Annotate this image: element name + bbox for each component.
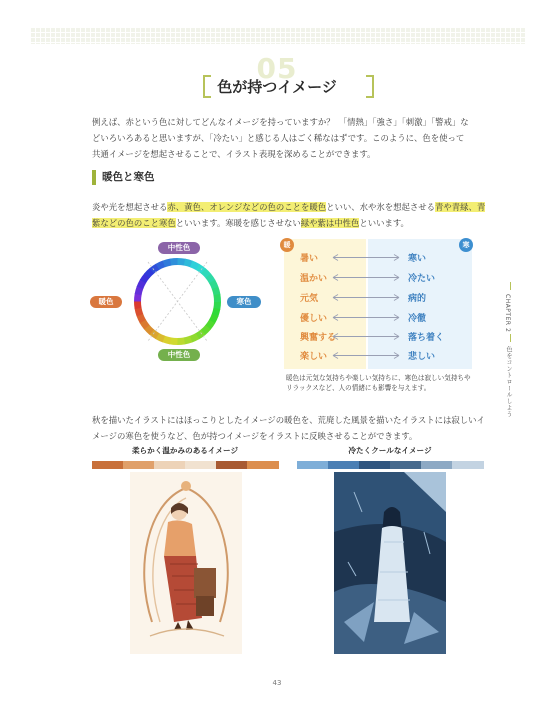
wheel-segment	[163, 339, 170, 341]
wheel-label-warm: 暖色	[90, 296, 122, 308]
wheel-segment	[217, 295, 218, 303]
double-arrow-icon	[330, 351, 402, 360]
heading-warm-cool: 暖色と寒色	[92, 170, 155, 185]
warm-illustration	[130, 472, 242, 654]
section-title: 色が持つイメージ	[217, 78, 337, 96]
wheel-segment	[215, 308, 217, 315]
cool-illustration	[334, 472, 446, 654]
wheel-segment	[212, 282, 215, 289]
autumn-paragraph	[92, 412, 488, 444]
warm-word: 楽しい	[300, 352, 328, 362]
text-run: 炎や光を想起させる	[92, 202, 168, 212]
wheel-segment	[197, 332, 203, 336]
warm-word: 興奮する	[300, 333, 337, 343]
wheel-segment	[171, 261, 179, 262]
wheel-segment	[143, 321, 147, 327]
note-line: リラックスなど、人の情緒にも影響を与えます。	[286, 384, 431, 392]
wheel-segment	[208, 276, 212, 282]
palette-swatch	[390, 461, 422, 469]
wheel-segment	[158, 264, 165, 267]
double-arrow-icon	[330, 293, 402, 302]
palette-swatch	[421, 461, 453, 469]
warm-word: 暑い	[300, 254, 319, 264]
paragraph-line: 秋を描いたイラストにはほっこりとしたイメージの暖色を、荒廃した風景を描いたイラストには寂しいイ	[92, 415, 485, 425]
warm-example-caption: 柔らかく温かみのあるイメージ	[131, 446, 239, 455]
intro-line: 例えば、赤という色に対してどんなイメージを持っていますか？ 「情熱」「強さ」「刺激」「警戒」な	[92, 117, 469, 127]
wheel-segment	[177, 341, 185, 342]
cool-word: 病的	[408, 294, 427, 304]
palette-swatch	[452, 461, 484, 469]
double-arrow-icon	[330, 253, 402, 262]
palette-swatch	[297, 461, 329, 469]
wheel-segment	[191, 336, 198, 339]
warm-word: 温かい	[300, 274, 328, 284]
wheel-segment	[178, 262, 186, 263]
wheel-segment	[157, 336, 164, 339]
palette-swatch	[123, 461, 155, 469]
cool-word: 寒い	[408, 254, 427, 264]
intro-paragraph	[92, 114, 488, 162]
intro-line: どいろいろあると思いますが、「冷たい」と感じる人はごく稀なはずです。このように、色を使って	[92, 133, 465, 143]
wheel-segment	[170, 341, 178, 342]
highlight-cool: 紫などの色のこと寒色	[92, 218, 176, 228]
cool-word: 落ち着く	[408, 333, 445, 343]
palette-swatch	[185, 461, 217, 469]
cool-example-caption: 冷たくクールなイメージ	[348, 446, 432, 455]
wheel-segment	[203, 327, 208, 332]
warm-word: 優しい	[300, 314, 328, 324]
highlight-cool: 青や青緑、青	[434, 202, 486, 212]
cool-word: 冷徹	[408, 314, 427, 324]
side-tab-rule	[510, 282, 511, 290]
double-arrow-icon	[330, 313, 402, 322]
highlight-warm: 赤、黄色、オレンジなどの色のことを暖色	[167, 202, 327, 212]
wheel-segment	[138, 294, 139, 302]
wheel-segment	[164, 262, 171, 264]
temperature-note	[286, 373, 486, 393]
wheel-segment	[203, 271, 208, 276]
wheel-segment	[184, 339, 191, 341]
page-number: 43	[272, 679, 282, 687]
wheel-segment	[143, 275, 147, 281]
warm-badge: 暖	[280, 238, 294, 252]
wheel-label-bottom-neutral: 中性色	[158, 349, 200, 361]
wheel-segment	[138, 308, 140, 315]
text-run: といいます。寒暖を感じさせない	[175, 218, 301, 228]
wheel-segment	[137, 301, 138, 309]
palette-swatch	[247, 461, 279, 469]
palette-swatch	[92, 461, 124, 469]
cool-badge: 寒	[459, 238, 473, 252]
wheel-segment	[138, 287, 140, 294]
section-number: 05	[256, 52, 298, 85]
wheel-segment	[151, 332, 157, 336]
wheel-segment	[212, 315, 215, 322]
cool-word: 冷たい	[408, 274, 436, 284]
text-run: といいます。	[359, 218, 409, 228]
wheel-segment	[215, 288, 217, 295]
note-line: 暖色は元気な気持ちや楽しい気持ちに、寒色は寂しい気持ちや	[286, 374, 471, 382]
warm-word: 元気	[300, 294, 319, 304]
double-arrow-icon	[330, 332, 402, 341]
cool-word: 悲しい	[408, 352, 436, 362]
wheel-segment	[208, 322, 212, 328]
text-run: といい、水や氷を想起させる	[326, 202, 435, 212]
side-tab-chapter: CHAPTER 2	[504, 294, 511, 333]
wheel-segment	[217, 302, 218, 310]
header-pattern-band	[30, 27, 526, 44]
wheel-segment	[191, 264, 198, 267]
palette-swatch	[154, 461, 186, 469]
wheel-label-cool: 寒色	[227, 296, 261, 308]
side-tab-rule	[510, 334, 511, 342]
wheel-segment	[140, 315, 143, 322]
paragraph-line: メージの寒色を使うなど、色が持つイメージをイラストに反映させることができます。	[92, 431, 418, 441]
palette-swatch	[328, 461, 360, 469]
palette-swatch	[216, 461, 248, 469]
wheel-segment	[147, 271, 152, 276]
wheel-segment	[184, 262, 191, 264]
side-tab-title: 色をコントロールしよう	[505, 346, 512, 418]
intro-line: 共通イメージを想起させることで、イラスト表現を深めることができます。	[92, 149, 376, 159]
warm-cool-paragraph	[92, 199, 488, 231]
wheel-label-top-neutral: 中性色	[158, 242, 200, 254]
wheel-segment	[140, 281, 143, 288]
wheel-segment	[147, 327, 152, 332]
highlight-neutral: 緑や紫は中性色	[300, 218, 360, 228]
palette-swatch	[359, 461, 391, 469]
wheel-segment	[198, 267, 204, 271]
double-arrow-icon	[330, 273, 402, 282]
